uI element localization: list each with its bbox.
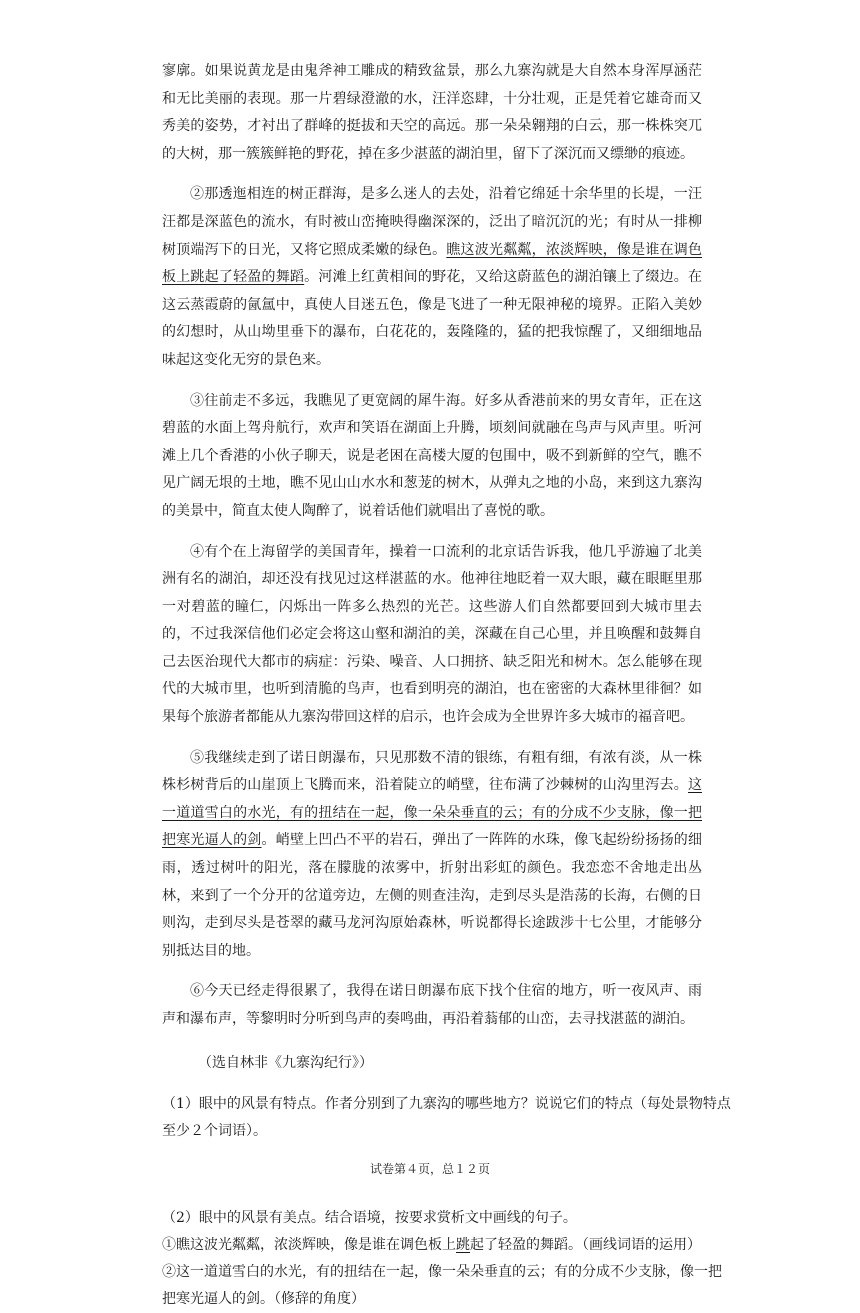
page-footer: 试卷第４页，总１２页 (369, 1162, 490, 1176)
question-2-item-2: ②这一道道雪白的水光，有的扭结在一起，像一朵朵垂直的云；有的分成不少支脉，像一把把寒光逼人的剑。（修辞的角度） (162, 1263, 722, 1307)
paragraph-6: ⑥今天已经走得很累了，我得在诺日朗瀑布底下找个住宿的地方，听一夜风声、雨声和瀑布声，等黎明时分听到鸟声的奏鸣曲，再沿着蓊郁的山峦，去寻找湛蓝的湖泊。 (162, 983, 702, 1027)
question-2 (162, 1205, 740, 1313)
paragraph-5-text-b: 。峭壁上凹凸不平的岩石，弹出了一阵阵的水珠，像飞起纷纷扬扬的细雨，透过树叶的阳光，落在朦胧的浓雾中，折射出彩虹的颜色。我恋恋不舍地走出丛林，来到了一个分开的岔道旁边，左侧的则查洼沟，走到尽头是浩荡的长海，右侧的日则沟，走到尽头是苍翠的藏马龙河沟原始森林，听说都得长途跋涉十七公里，才能够分别抵达目的地。 (162, 832, 703, 959)
underlined-sentence-2: 这一道道雪白的水光，有的扭结在一起，像一朵朵垂直的云；有的分成不少支脉，像一把把寒光逼人的剑 (162, 777, 702, 849)
item-1-text-a: ①瞧这波光粼粼，浓淡辉映，像是谁在调色板上 (162, 1236, 456, 1253)
passage-content (0, 58, 860, 1313)
paragraph-5-text-a: ⑤我继续走到了诺日朗瀑布，只见那数不清的银练，有粗有细，有浓有淡，从一株株杉树背后的山崖顶上飞腾而来，沿着陡立的峭壁，往布满了沙棘树的山沟里泻去。 (162, 749, 702, 794)
source-citation: （选自林非《九寨沟纪行》） (198, 1054, 373, 1071)
paragraph-5 (162, 745, 702, 966)
item-1-text-b: 起了轻盈的舞蹈。（画线词语的运用） (470, 1236, 701, 1253)
question-2-intro: （2）眼中的风景有美点。结合语境，按要求赏析文中画线的句子。 (162, 1209, 577, 1226)
paragraph-2-text-b: 。河滩上红黄相间的野花，又给这蔚蓝色的湖泊镶上了缀边。在这云蒸霞蔚的氤氲中，真使人目迷五色，像是飞进了一种无限神秘的境界。正陷入美妙的幻想时，从山坳里垂下的瀑布，白花花的，轰隆隆的，猛的把我惊醒了，又细细地品味起这变化无穷的景色来。 (162, 269, 703, 368)
underlined-sentence-1: 瞧这波光粼粼，浓淡辉映，像是谁在调色板上跳起了轻盈的舞蹈 (162, 241, 703, 286)
question-2-item-1 (162, 1232, 740, 1259)
paragraph-2-text-a: ②那透迤相连的树正群海，是多么迷人的去处，沿着它绵延十余华里的长堤，一汪汪都是深蓝色的流水，有时被山峦掩映得幽深深的，泛出了暗沉沉的光；有时从一排柳树顶端泻下的日光，又将它照成柔嫩的绿色。 (162, 186, 702, 258)
paragraph-4: ④有个在上海留学的美国青年，操着一口流利的北京话告诉我，他几乎游遍了北美洲有名的湖泊，却还没有找见过这样湛蓝的水。他神往地眨着一双大眼，藏在眼眶里那一对碧蓝的瞳仁，闪烁出一阵多么热烈的光芒。这些游人们自然都要回到大城市里去的，不过我深信他们必定会将这山壑和湖泊的美，深藏在自己心里，并且唤醒和鼓舞自己去医治现代大都市的病症：污染、噪音、人口拥挤、缺乏阳光和树木。怎么能够在现代的大城市里，也听到清脆的鸟声，也看到明亮的湖泊，也在密密的大森林里徘徊？如果每个旅游者都能从九寨沟带回这样的启示，也许会成为全世界许多大城市的福音吧。 (162, 543, 702, 726)
paragraph-3: ③往前走不多远，我瞧见了更宽阔的犀牛海。好多从香港前来的男女青年，正在这碧蓝的水面上驾舟航行，欢声和笑语在湖面上升腾，顷刻间就融在鸟声与风声里。听河滩上几个香港的小伙子聊天，说是老困在高楼大厦的包围中，吸不到新鲜的空气，瞧不见广阔无垠的土地，瞧不见山山水水和葱茏的树木，从弹丸之地的小岛，来到这九寨沟的美景中，简直太使人陶醉了，说着话他们就唱出了喜悦的歌。 (162, 392, 702, 519)
paragraph-2 (162, 181, 702, 374)
item-1-underlined-word: 跳 (456, 1236, 470, 1253)
paragraph-continued: 寥廓。如果说黄龙是由鬼斧神工雕成的精致盆景，那么九寨沟就是大自然本身浑厚涵茫和无比美丽的表现。那一片碧绿澄澈的水，汪洋恣肆，十分壮观，正是凭着它雄奇而又秀美的姿势，才衬出了群峰的挺拔和天空的高远。那一朵朵翱翔的白云，那一株株突兀的大树，那一簇簇鲜艳的野花，掉在多少湛蓝的湖泊里，留下了深沉而又缥缈的痕迹。 (162, 63, 702, 162)
question-1: （1）眼中的风景有特点。作者分别到了九寨沟的哪些地方？说说它们的特点（每处景物特点至少２个词语）。 (162, 1095, 731, 1139)
